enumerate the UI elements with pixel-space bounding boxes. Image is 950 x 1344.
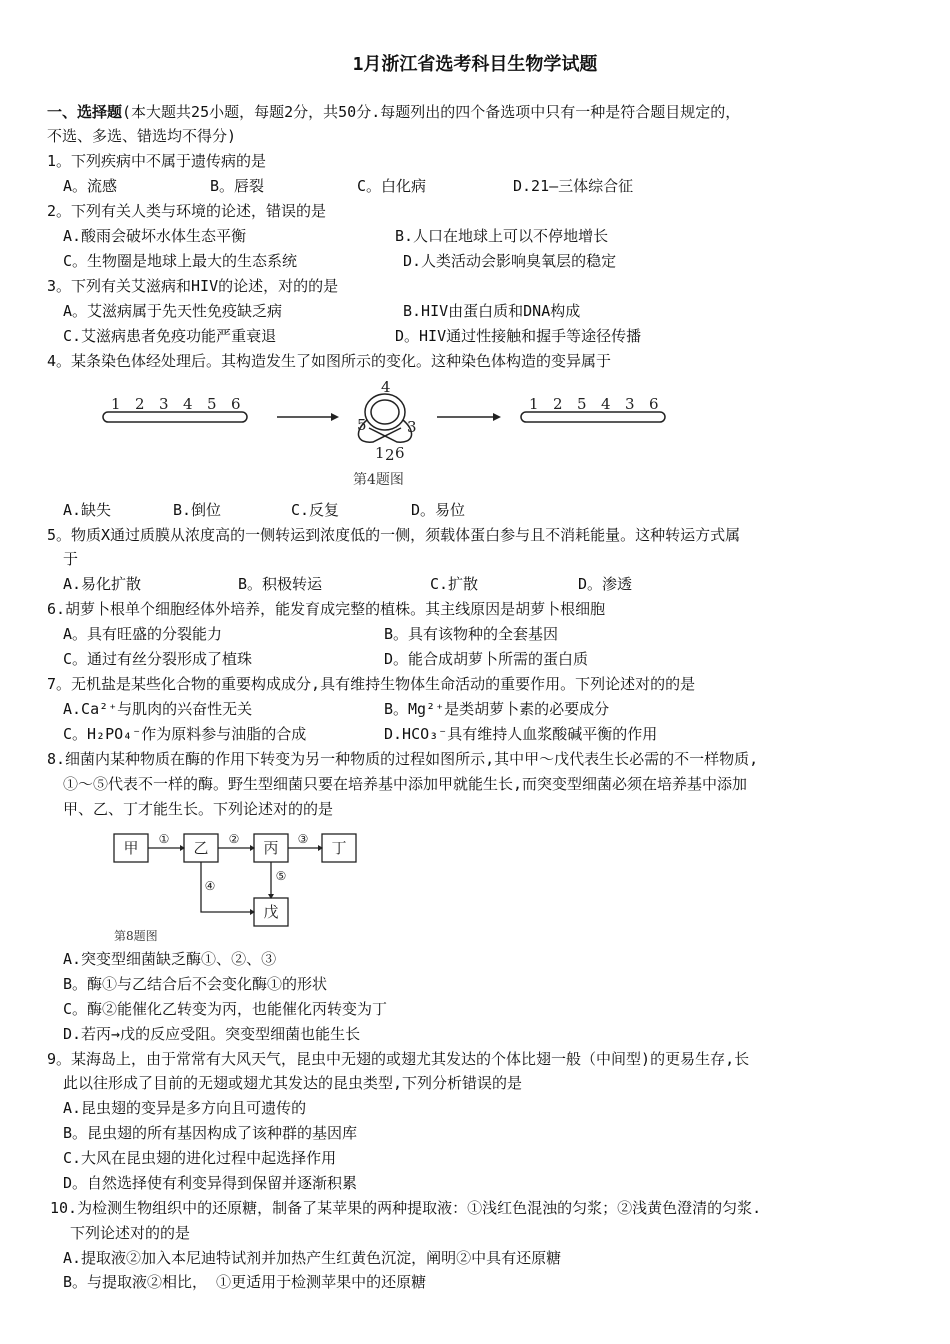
q1-option-a: A。流感 <box>63 177 118 195</box>
enzyme-label: ② <box>228 832 240 846</box>
question-2-stem: 2。下列有关人类与环境的论述，错误的是 <box>47 202 327 220</box>
question-1-stem: 1。下列疾病中不属于遗传病的是 <box>47 152 267 170</box>
question-10-stem-2: 下列论述对的的是 <box>70 1224 191 1242</box>
loop-label-left: 5 <box>357 416 367 434</box>
node-bing: 丙 <box>263 839 279 857</box>
q9-option-d: D。自然选择使有利变异得到保留并逐渐积累 <box>63 1174 358 1192</box>
gene-label: 5 <box>207 395 217 413</box>
q10-option-b: B。与提取液②相比， ①更适用于检测苹果中的还原糖 <box>63 1273 427 1291</box>
gene-label: 1 <box>529 395 539 413</box>
gene-label: 2 <box>135 395 145 413</box>
gene-label: 5 <box>577 395 587 413</box>
node-jia: 甲 <box>123 839 139 857</box>
q8-option-d: D.若丙→戊的反应受阻。突变型细菌也能生长 <box>63 1025 361 1043</box>
loop-label-top: 4 <box>381 380 391 396</box>
q3-option-b: B.HIV由蛋白质和DNA构成 <box>403 302 581 320</box>
gene-label: 6 <box>649 395 659 413</box>
q9-option-b: B。昆虫翅的所有基因构成了该种群的基因库 <box>63 1124 358 1142</box>
question-3-stem: 3。下列有关艾滋病和HIV的论述，对的的是 <box>47 277 339 295</box>
loop-label-bottom: 6 <box>395 444 405 462</box>
gene-label: 4 <box>601 395 611 413</box>
q5-option-c: C.扩散 <box>430 575 479 593</box>
loop-label-bottom: 1 <box>375 444 385 462</box>
question-8-stem: 8.细菌内某种物质在酶的作用下转变为另一种物质的过程如图所示,其中甲～戊代表生长必需的不一样物质, <box>47 750 759 768</box>
q6-option-a: A。具有旺盛的分裂能力 <box>63 625 223 643</box>
gene-label: 3 <box>159 395 169 413</box>
node-wu: 戊 <box>263 903 279 921</box>
q2-option-d: D.人类活动会影响臭氧层的稳定 <box>403 252 617 270</box>
q8-option-b: B。酶①与乙结合后不会变化酶①的形状 <box>63 975 328 993</box>
enzyme-label: ③ <box>297 832 309 846</box>
gene-label: 6 <box>231 395 241 413</box>
chromosome-figure <box>95 380 715 495</box>
page-title: 1月浙江省选考科目生物学试题 <box>352 54 598 75</box>
q9-option-a: A.昆虫翅的变异是多方向且可遗传的 <box>63 1099 307 1117</box>
q2-option-c: C。生物圈是地球上最大的生态系统 <box>63 252 298 270</box>
q8-option-a: A.突变型细菌缺乏酶①、②、③ <box>63 950 277 968</box>
loop-label-right: 3 <box>407 418 417 436</box>
q6-option-c: C。通过有丝分裂形成了植珠 <box>63 650 253 668</box>
gene-label: 2 <box>553 395 563 413</box>
figure-4-caption: 第4题图 <box>353 472 404 488</box>
chromosome-before <box>103 412 247 422</box>
node-yi: 乙 <box>193 839 209 857</box>
q4-option-d: D。易位 <box>411 501 466 519</box>
enzyme-label: ⑤ <box>275 869 287 883</box>
question-8-stem-2: ①～⑤代表不一样的酶。野生型细菌只要在培养基中添加甲就能生长,而突变型细菌必须在培养基中添加 <box>63 775 748 793</box>
section-intro <box>47 102 740 122</box>
gene-label: 4 <box>183 395 193 413</box>
question-9-stem: 9。某海岛上，由于常常有大风天气，昆虫中无翅的或翅尤其发达的个体比翅一般（中间型)的更易生存,长 <box>47 1050 750 1068</box>
q6-option-d: D。能合成胡萝卜所需的蛋白质 <box>384 650 589 668</box>
q1-option-c: C。白化病 <box>357 177 427 195</box>
question-5-stem-2: 于 <box>63 550 79 568</box>
question-9-stem-2: 此以往形成了目前的无翅或翅尤其发达的昆虫类型,下列分析错误的是 <box>63 1074 523 1092</box>
q10-option-a: A.提取液②加入本尼迪特试剂并加热产生红黄色沉淀，阐明②中具有还原糖 <box>63 1249 562 1267</box>
q2-option-a: A.酸雨会破坏水体生态平衡 <box>63 227 247 245</box>
q8-option-c: C。酶②能催化乙转变为丙，也能催化丙转变为丁 <box>63 1000 388 1018</box>
enzyme-label: ④ <box>204 879 216 893</box>
gene-label: 3 <box>625 395 635 413</box>
q4-option-b: B.倒位 <box>173 501 222 519</box>
node-ding: 丁 <box>331 839 347 857</box>
section-heading: 一、选择题 <box>47 103 123 121</box>
q1-option-d: D.21—三体综合征 <box>513 177 634 195</box>
figure-8-caption: 第8题图 <box>114 929 158 943</box>
section-intro-text: (本大题共25小题，每题2分，共50分.每题列出的四个备选项中只有一种是符合题目规定的， <box>122 103 741 121</box>
question-7-stem: 7。无机盐是某些化合物的重要构成成分,具有维持生物体生命活动的重要作用。下列论述对的的是 <box>47 675 696 693</box>
q5-option-b: B。积极转运 <box>238 575 323 593</box>
q7-option-d: D.HCO₃⁻具有维持人血浆酸碱平衡的作用 <box>384 725 658 743</box>
q4-option-a: A.缺失 <box>63 501 112 519</box>
question-6-stem: 6.胡萝卜根单个细胞经体外培养，能发育成完整的植株。其主线原因是胡萝卜根细胞 <box>47 600 606 618</box>
loop-label-bottom: 2 <box>385 446 395 464</box>
q9-option-c: C.大风在昆虫翅的进化过程中起选择作用 <box>63 1149 337 1167</box>
q6-option-b: B。具有该物种的全套基因 <box>384 625 559 643</box>
q1-option-b: B。唇裂 <box>210 177 265 195</box>
q7-option-c: C。H₂PO₄⁻作为原料参与油脂的合成 <box>63 725 307 743</box>
q4-option-c: C.反复 <box>291 501 340 519</box>
section-intro-2: 不选、多选、错选均不得分) <box>47 127 237 145</box>
q7-option-b: B。Mg²⁺是类胡萝卜素的必要成分 <box>384 700 610 718</box>
question-4-stem: 4。某条染色体经处理后。其构造发生了如图所示的变化。这种染色体构造的变异属于 <box>47 352 612 370</box>
question-8-stem-3: 甲、乙、丁才能生长。下列论述对的的是 <box>63 800 334 818</box>
question-10-stem: 10.为检测生物组织中的还原糖，制备了某苹果的两种提取液：①浅红色混浊的匀浆；②浅黄色澄清的匀浆. <box>50 1199 762 1217</box>
gene-label: 1 <box>111 395 121 413</box>
arrow-head-icon <box>493 413 501 421</box>
q7-option-a: A.Ca²⁺与肌肉的兴奋性无关 <box>63 700 253 718</box>
q5-option-d: D。渗透 <box>578 575 633 593</box>
q3-option-c: C.艾滋病患者免疫功能严重衰退 <box>63 327 277 345</box>
pathway-figure <box>110 826 390 944</box>
q2-option-b: B.人口在地球上可以不停地增长 <box>395 227 609 245</box>
q5-option-a: A.易化扩散 <box>63 575 142 593</box>
q3-option-d: D。HIV通过性接触和握手等途径传播 <box>395 327 642 345</box>
chromosome-after <box>521 412 665 422</box>
arrow-head-icon <box>331 413 339 421</box>
enzyme-label: ① <box>158 832 170 846</box>
question-5-stem: 5。物质X通过质膜从浓度高的一侧转运到浓度低的一侧，须载体蛋白参与且不消耗能量。这种转运方式属 <box>47 526 741 544</box>
q3-option-a: A。艾滋病属于先天性免疫缺乏病 <box>63 302 283 320</box>
